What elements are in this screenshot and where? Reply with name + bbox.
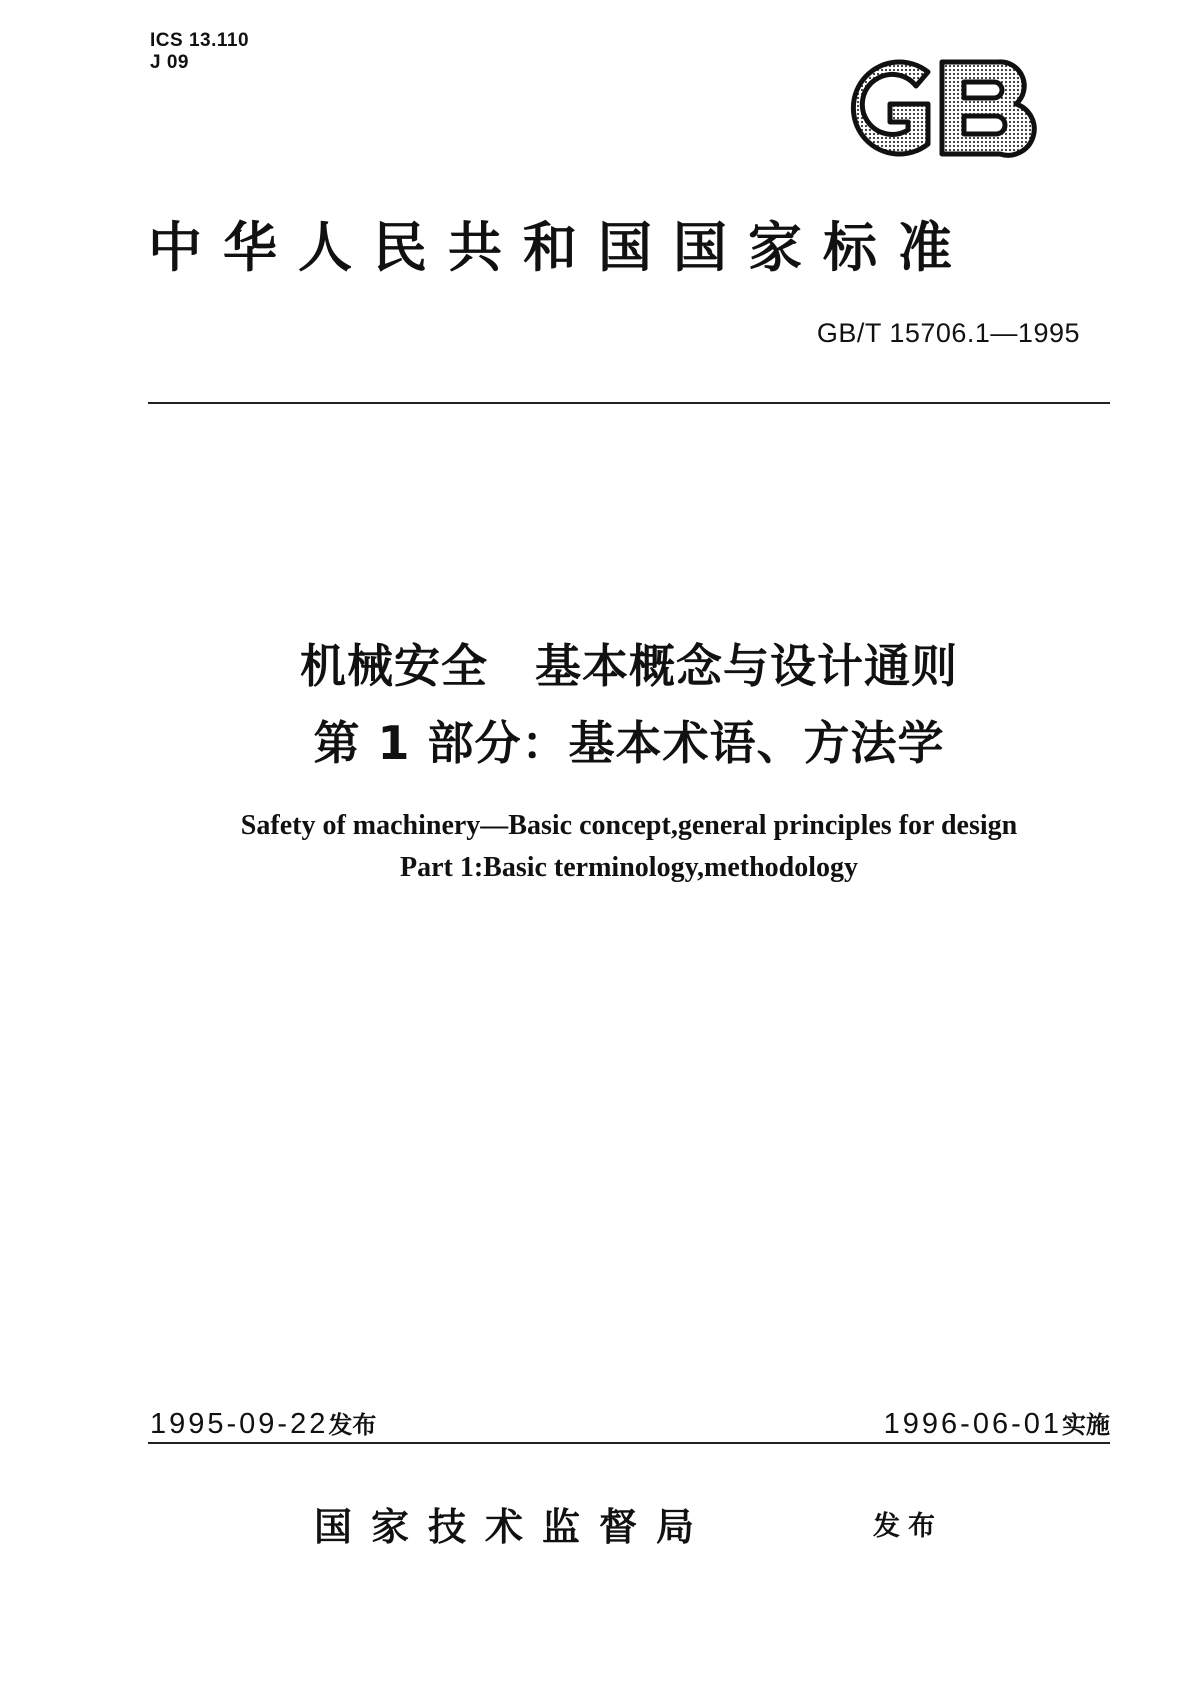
footer-divider <box>148 1442 1110 1444</box>
issuing-authority: 国家技术监督局 <box>314 1504 714 1549</box>
issue-date: 1995-09-22 <box>150 1408 329 1440</box>
english-title-line-2: Part 1:Basic terminology,methodology <box>399 852 859 883</box>
ics-code: ICS 13.110 <box>150 30 250 51</box>
issued-label: 发布 <box>873 1511 943 1542</box>
chinese-title-line-1: 机械安全 基本概念与设计通则 <box>300 639 958 693</box>
national-standard-heading: 中华人民共和国国家标准 <box>148 215 973 279</box>
ccs-code: J 09 <box>150 52 189 73</box>
implementation-label: 实施 <box>1062 1411 1110 1439</box>
implementation-date: 1996-06-01 <box>883 1408 1062 1440</box>
implementation-date-block <box>740 1405 1110 1441</box>
english-title-line-1: Safety of machinery—Basic concept,general principles for design <box>240 810 1018 841</box>
standard-number: GB/T 15706.1—1995 <box>816 318 1080 348</box>
gb-logo-graphic <box>828 52 1040 164</box>
header-divider <box>148 402 1110 404</box>
chinese-title-line-2: 第 1 部分：基本术语、方法学 <box>313 716 945 770</box>
issue-label: 发布 <box>328 1411 377 1439</box>
gb-logo <box>828 52 1040 164</box>
classification-codes <box>150 30 249 74</box>
issue-date-block <box>150 1405 376 1441</box>
